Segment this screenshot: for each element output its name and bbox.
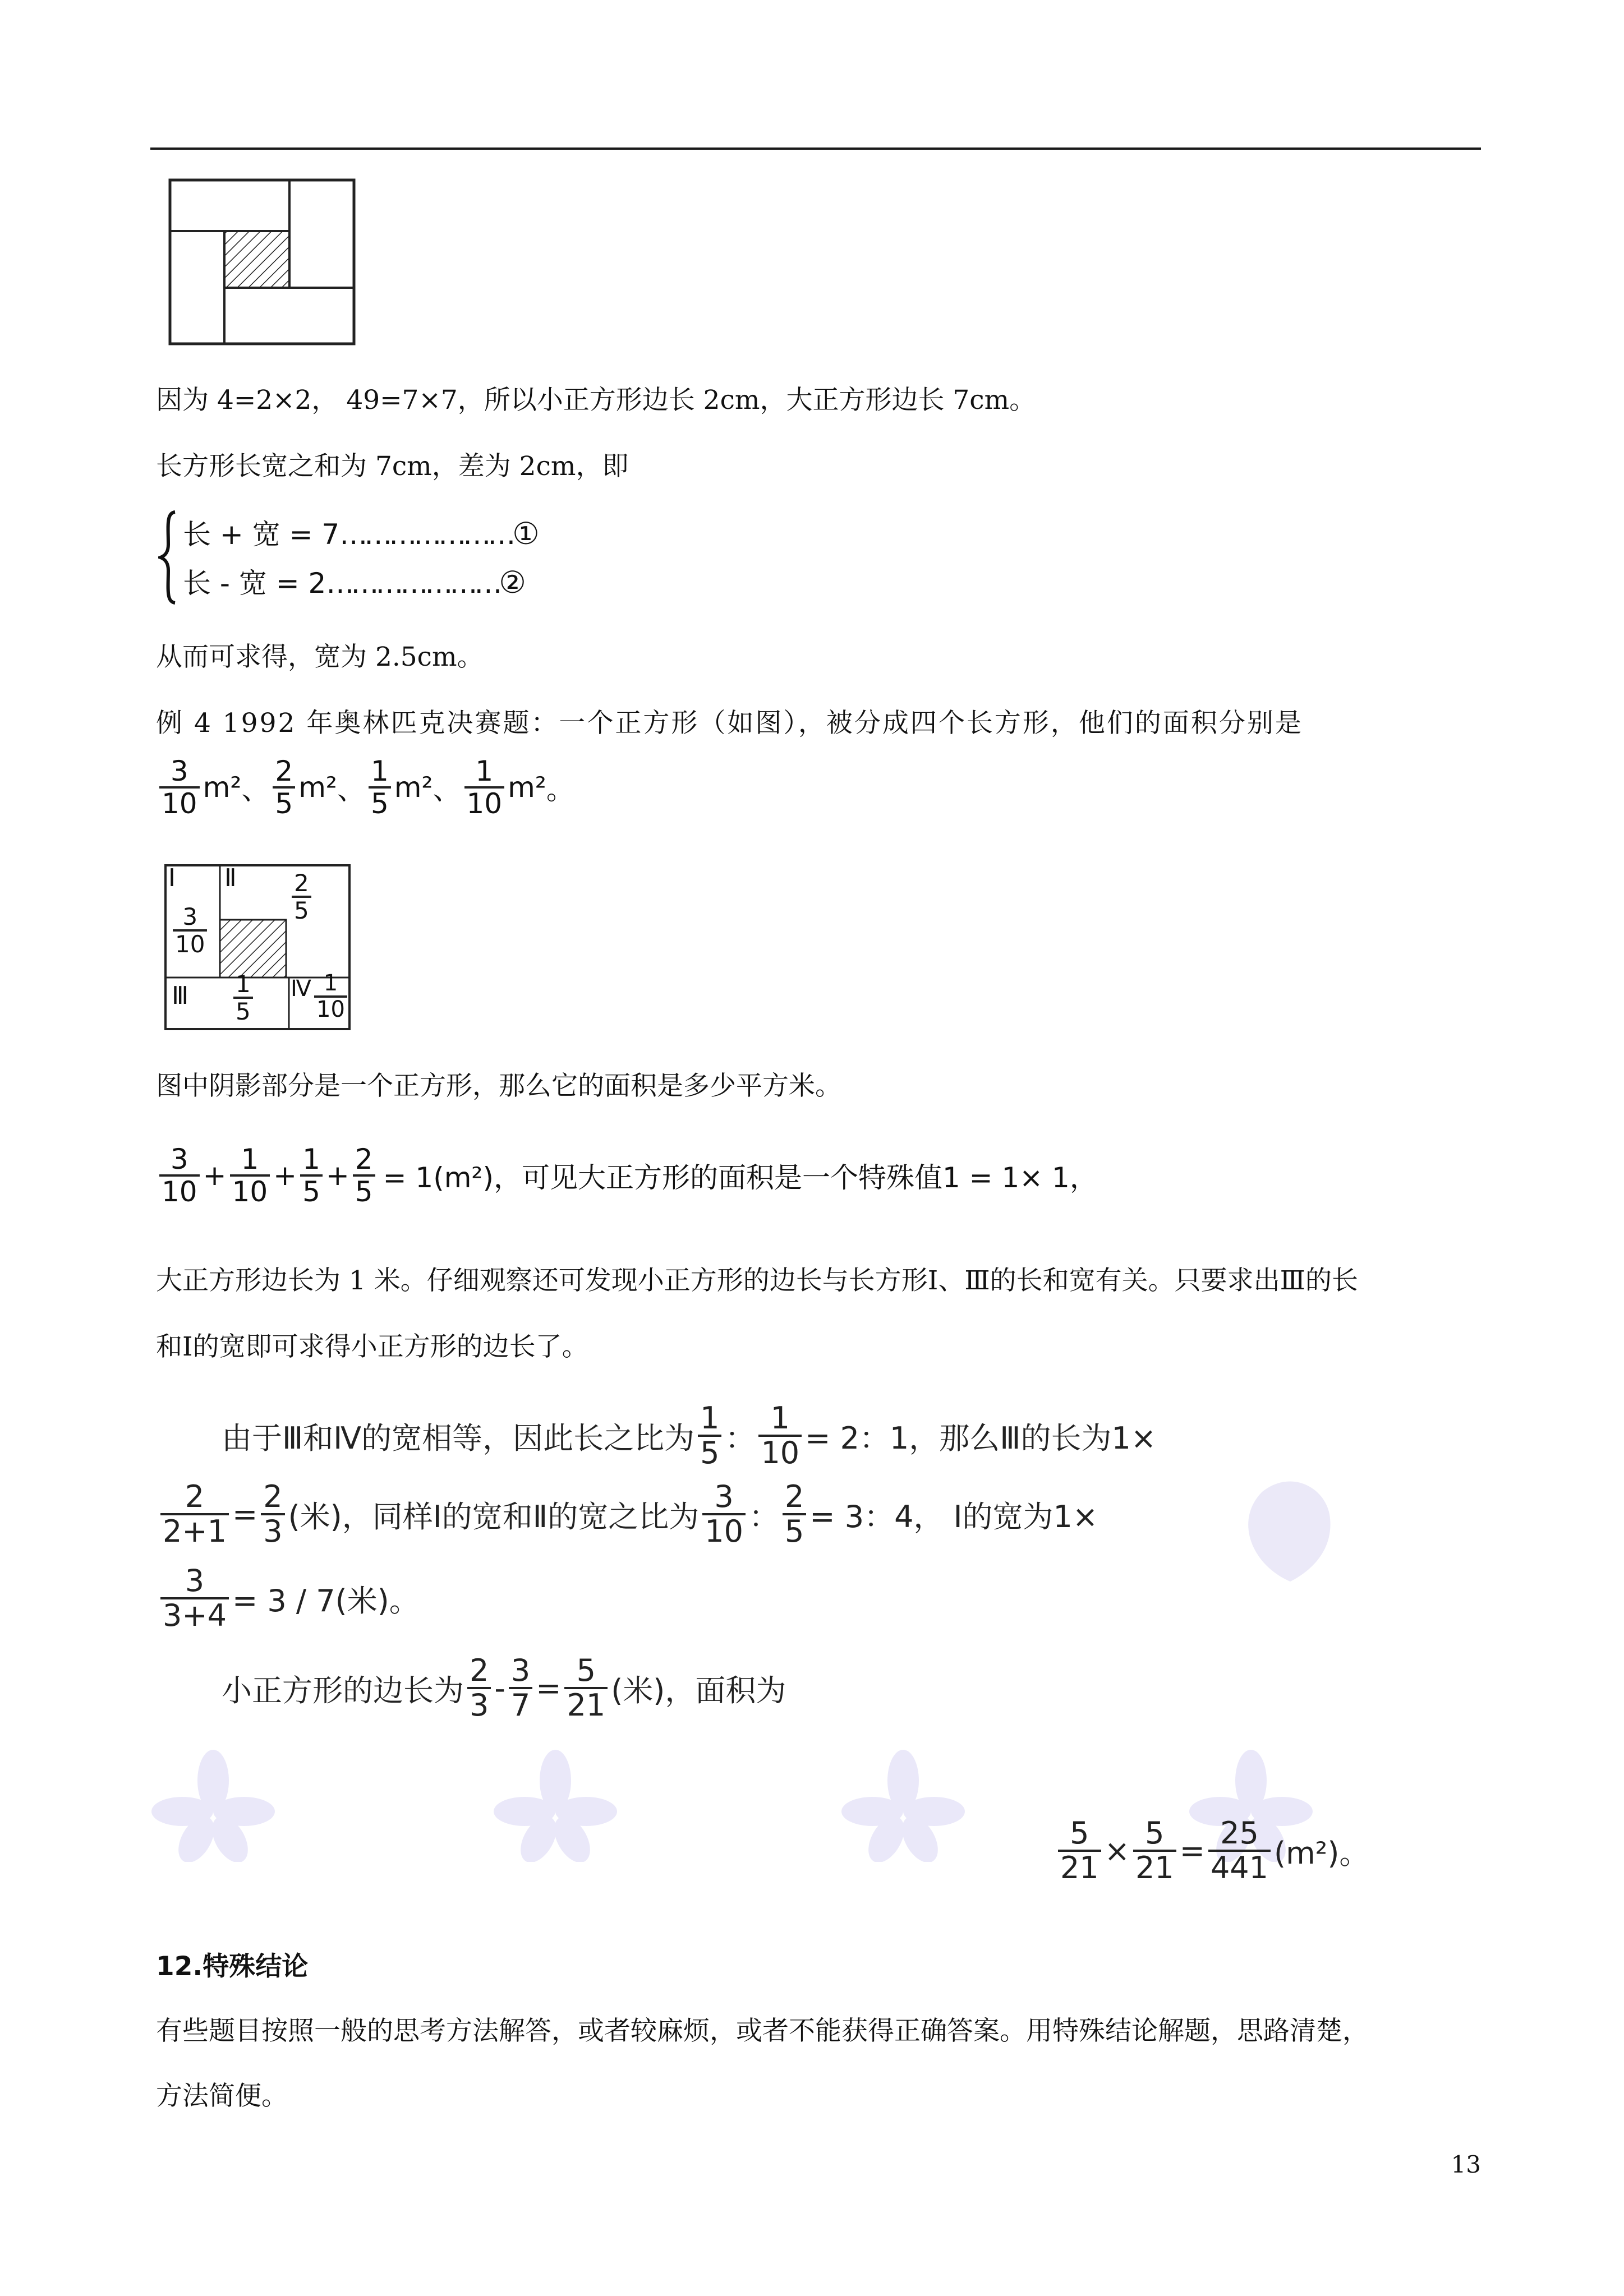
equation-system: [158, 508, 585, 608]
solution-line-4: 小正方形的边长为 $\frac{2}{3}$ - $\frac{3}{7}$ = $\frac{5}{21}$ (米)，面积为: [222, 1653, 786, 1723]
fig-frac-IV: $\frac{1}{10}$: [314, 971, 347, 1022]
sum-term-2: $\frac{1}{10}$: [230, 1144, 270, 1207]
area-sep-2: 、: [337, 773, 365, 806]
solution-line-3: $\frac{3}{3+4}$ = 3 / 7(米)。: [157, 1565, 420, 1633]
sum-result: = 1(m²)，可见大正方形的面积是一个特殊值1 = 1× 1，: [383, 1161, 1098, 1194]
eq2-text: 长 - 宽 = 2: [183, 567, 326, 600]
eq2-mark: ②: [499, 565, 526, 600]
hatched-square: [220, 920, 286, 978]
eq1-text: 长 + 宽 = 7: [183, 518, 340, 551]
butterfly-decoration-icon: [1229, 1469, 1352, 1593]
page-number: 13: [1451, 2151, 1481, 2178]
eq2-dots: …………………: [326, 567, 499, 600]
section-12-body-line2: 方法简便。: [156, 2081, 288, 2111]
example4-areas: [156, 756, 574, 819]
flower-decoration-icon: [151, 1750, 275, 1862]
section-12-body-line1: 有些题目按照一般的思考方法解答，或者较麻烦，或者不能获得正确答案。用特殊结论解题，思路清楚，: [156, 2016, 1369, 2046]
hatched-square: [224, 231, 289, 288]
para1-line2: 和Ⅰ的宽即可求得小正方形的边长了。: [156, 1331, 588, 1362]
text-line-3: 从而可求得，宽为 2.5cm。: [156, 642, 484, 672]
example4-question: 图中阴影部分是一个正方形，那么它的面积是多少平方米。: [156, 1071, 841, 1101]
solution-line-2: $\frac{2}{2+1}$ = $\frac{2}{3}$ (米)，同样Ⅰ的宽和Ⅱ的宽之比为 $\frac{3}{10}$ ： $\frac{2}{5}$ = 3：4， Ⅰ的宽为1×: [157, 1481, 1098, 1548]
sum-term-3: $\frac{1}{5}$: [300, 1144, 323, 1207]
label-III: Ⅲ: [172, 981, 189, 1010]
label-II: Ⅱ: [224, 864, 237, 892]
figure-square-partition-2: [164, 864, 352, 1032]
fig-frac-II: $\frac{2}{5}$: [292, 870, 311, 924]
area-fraction-3: $\frac{1}{5}$: [369, 756, 391, 819]
text-line-1: 因为 4=2×2， 49=7×7，所以小正方形边长 2cm，大正方形边长 7cm。: [156, 385, 1036, 416]
fig-frac-III: $\frac{1}{5}$: [233, 971, 253, 1025]
sum-term-4: $\frac{2}{5}$: [353, 1144, 375, 1207]
para1-line1: 大正方形边长为 1 米。仔细观察还可发现小正方形的边长与长方形Ⅰ、Ⅲ的长和宽有关。只要求出Ⅲ的长: [156, 1265, 1358, 1296]
flower-decoration-icon: [494, 1750, 617, 1862]
area-fraction-2: $\frac{2}{5}$: [273, 756, 295, 819]
label-I: Ⅰ: [168, 864, 176, 892]
flower-decoration-icon: [841, 1750, 965, 1862]
eq1-dots: …………………: [339, 518, 513, 551]
figure-square-partition-1: [168, 178, 356, 347]
section-12-heading: 12.特殊结论: [156, 1951, 309, 1982]
area-fraction-1: $\frac{3}{10}$: [159, 756, 200, 819]
area-unit-1: m²: [203, 771, 242, 804]
sum-equation: $\frac{3}{10}$ + $\frac{1}{10}$ + $\frac{1}{5}$ + $\frac{2}{5}$ = 1(m²)，可见大正方形的面积是一个特殊值1 = 1× 1，: [156, 1144, 1098, 1207]
area-sep-4: 。: [546, 773, 574, 806]
text-line-2: 长方形长宽之和为 7cm，差为 2cm，即: [156, 451, 629, 482]
example4-intro: 例 4 1992 年奥林匹克决赛题：一个正方形（如图），被分成四个长方形，他们的面积分别是: [156, 708, 1303, 739]
area-unit-4: m²: [508, 771, 546, 804]
area-unit-3: m²: [394, 771, 433, 804]
fig-frac-I: $\frac{3}{10}$: [173, 904, 207, 957]
label-IV: Ⅳ: [291, 976, 311, 1002]
eq1-mark: ①: [512, 516, 540, 551]
area-unit-2: m²: [298, 771, 337, 804]
area-sep-1: 、: [241, 773, 270, 806]
solution-line-1: 由于Ⅲ和Ⅳ的宽相等，因此长之比为 $\frac{1}{5}$ ： $\frac{1}{10}$ = 2：1，那么Ⅲ的长为1×: [222, 1400, 1157, 1471]
brace-icon: [158, 510, 178, 605]
header-rule: [150, 147, 1481, 150]
area-fraction-4: $\frac{1}{10}$: [464, 756, 505, 819]
sum-term-1: $\frac{3}{10}$: [159, 1144, 200, 1207]
area-sep-3: 、: [433, 773, 461, 806]
solution-line-5: $\frac{5}{21}$ × $\frac{5}{21}$ = $\frac{25}{441}$ (m²)。: [1055, 1817, 1369, 1885]
